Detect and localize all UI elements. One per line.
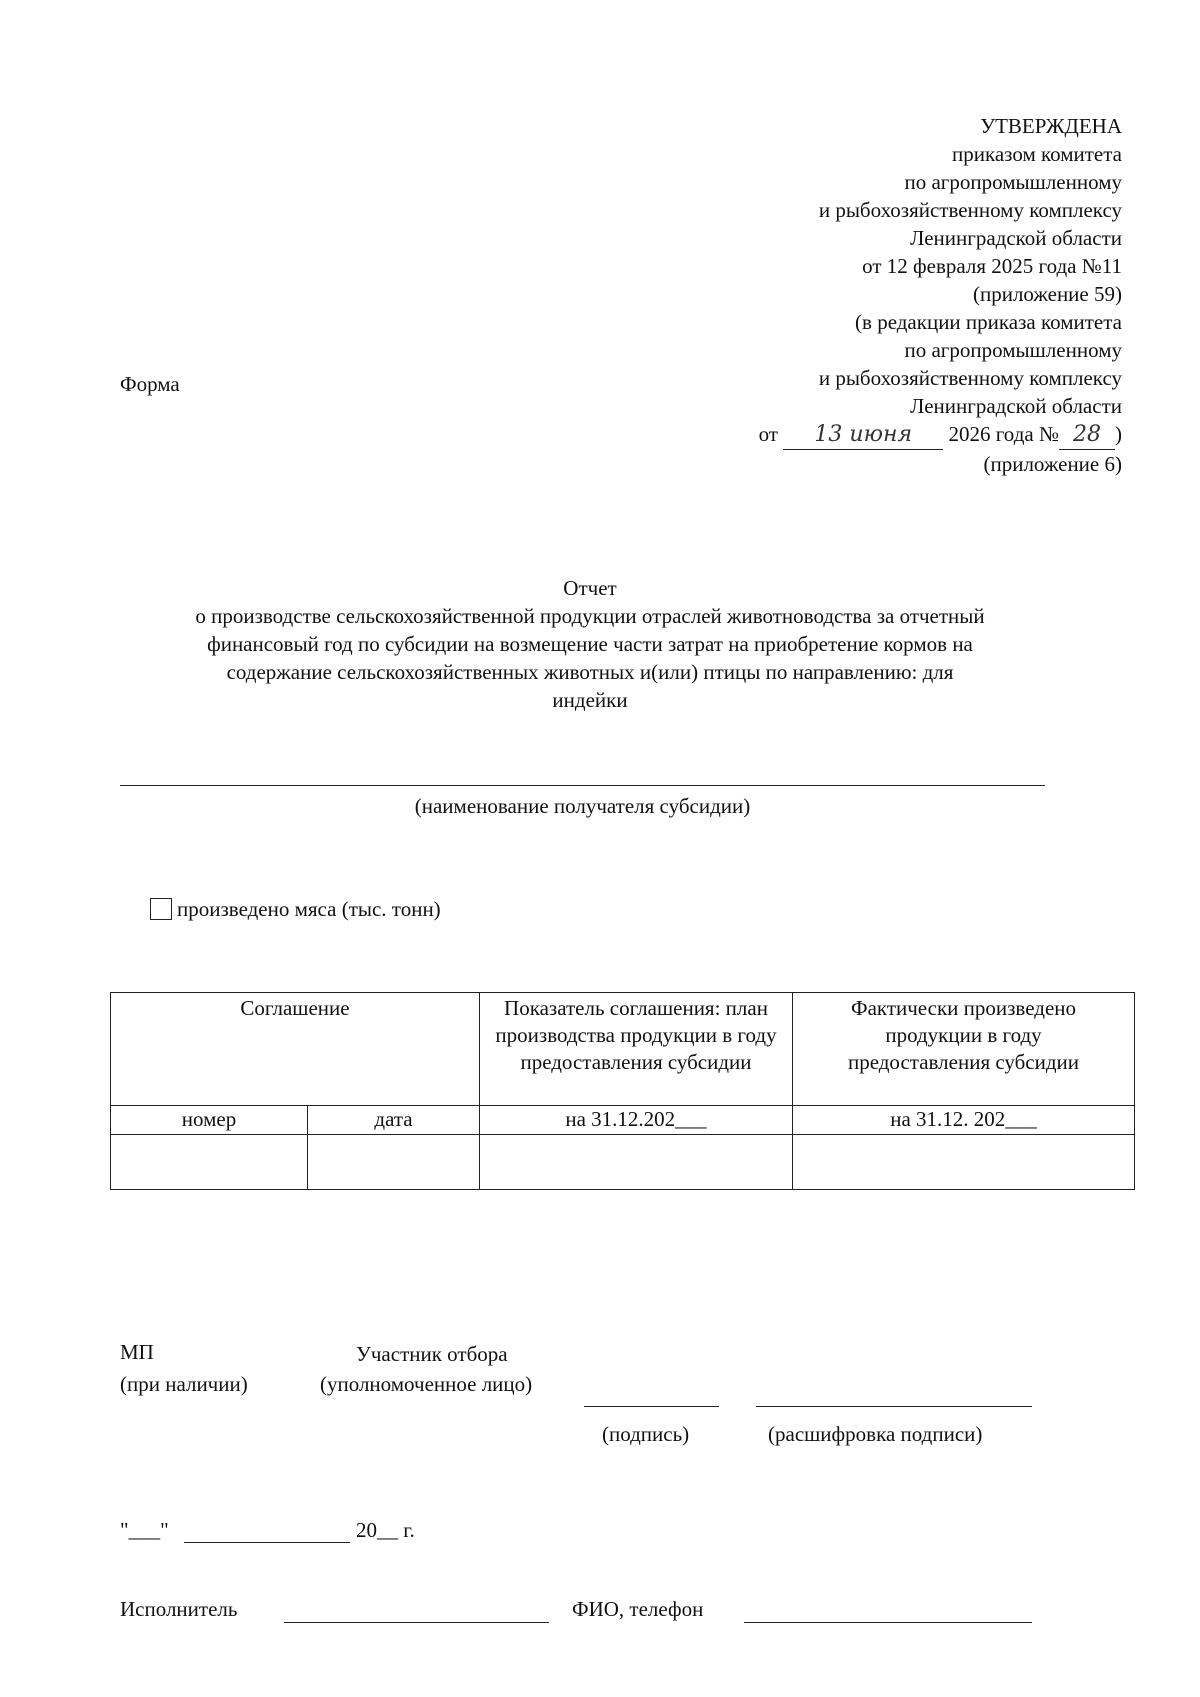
mp-label: МП: [120, 1340, 154, 1364]
date-year-field: 20__ г.: [356, 1518, 415, 1542]
report-table: [110, 992, 1135, 1190]
order-number-handwritten: 28: [1059, 421, 1115, 450]
report-subtitle-line: финансовый год по субсидии на возмещение части затрат на приобретение кормов на: [207, 632, 973, 656]
mp-note: (при наличии): [120, 1372, 248, 1396]
participant-note: (уполномоченное лицо): [320, 1372, 533, 1396]
signature-decode-line[interactable]: [756, 1406, 1032, 1407]
approval-line: по агропромышленному: [904, 170, 1122, 194]
table-header-row: [111, 993, 1135, 1106]
subheader-plan-date: на 31.12.202___: [480, 1106, 793, 1135]
report-subtitle-line: о производстве сельскохозяйственной продукции отраслей животноводства за отчетный: [195, 604, 985, 628]
report-title: Отчет: [563, 576, 617, 600]
table-row: [111, 1135, 1135, 1190]
subheader-number: номер: [111, 1106, 308, 1135]
report-subtitle-line: содержание сельскохозяйственных животных и(или) птицы по направлению: для: [226, 660, 954, 684]
recipient-name-line[interactable]: [120, 785, 1045, 786]
approval-line: (приложение 59): [972, 282, 1122, 306]
table-subheader-row: [111, 1106, 1135, 1135]
fio-phone-line[interactable]: [744, 1622, 1032, 1623]
cell-actual-value[interactable]: [793, 1135, 1135, 1190]
approval-heading: УТВЕРЖДЕНА: [980, 114, 1122, 138]
approval-line: Ленинградской области: [910, 394, 1122, 418]
approval-block: [562, 112, 1122, 478]
header-actual: Фактически произведено продукции в году предоставления субсидии: [793, 993, 1135, 1106]
subheader-date: дата: [308, 1106, 480, 1135]
fio-phone-label: ФИО, телефон: [572, 1597, 704, 1621]
executor-name-line[interactable]: [284, 1622, 549, 1623]
signature-decode-caption: (расшифровка подписи): [768, 1422, 983, 1446]
order-date-handwritten: 13 июня: [783, 421, 943, 450]
date-month-line[interactable]: [184, 1542, 350, 1543]
cell-agreement-date[interactable]: [308, 1135, 480, 1190]
approval-line: и рыбохозяйственному комплексу: [818, 198, 1122, 222]
checkbox-label: произведено мяса (тыс. тонн): [177, 897, 441, 921]
approval-line: приказом комитета: [951, 142, 1122, 166]
header-plan: Показатель соглашения: план производства продукции в году предоставления субсидии: [480, 993, 793, 1106]
header-agreement: Соглашение: [111, 993, 480, 1106]
recipient-caption: (наименование получателя субсидии): [414, 794, 751, 818]
meat-produced-checkbox[interactable]: [150, 898, 172, 920]
signature-caption: (подпись): [602, 1422, 690, 1446]
approval-line: (в редакции приказа комитета: [855, 310, 1122, 334]
approval-line: от 12 февраля 2025 года №11: [862, 254, 1122, 278]
report-subtitle-line: индейки: [552, 688, 628, 712]
approval-line: Ленинградской области: [910, 226, 1122, 250]
approval-line: и рыбохозяйственному комплексу: [818, 366, 1122, 390]
executor-label: Исполнитель: [120, 1597, 238, 1621]
cell-plan-value[interactable]: [480, 1135, 793, 1190]
approval-appendix: (приложение 6): [983, 452, 1122, 476]
order-prefix: от: [758, 422, 778, 446]
approval-line: по агропромышленному: [904, 338, 1122, 362]
form-label: Форма: [120, 372, 180, 396]
report-title-block: [100, 574, 1080, 714]
date-day-field: "___": [120, 1518, 169, 1542]
signature-line[interactable]: [584, 1406, 719, 1407]
participant-label: Участник отбора: [356, 1342, 508, 1366]
approval-order-line: [562, 420, 1122, 450]
order-year: 2026 года №: [948, 422, 1059, 446]
cell-agreement-number[interactable]: [111, 1135, 308, 1190]
subheader-actual-date: на 31.12. 202___: [793, 1106, 1135, 1135]
order-close: ): [1115, 422, 1122, 446]
